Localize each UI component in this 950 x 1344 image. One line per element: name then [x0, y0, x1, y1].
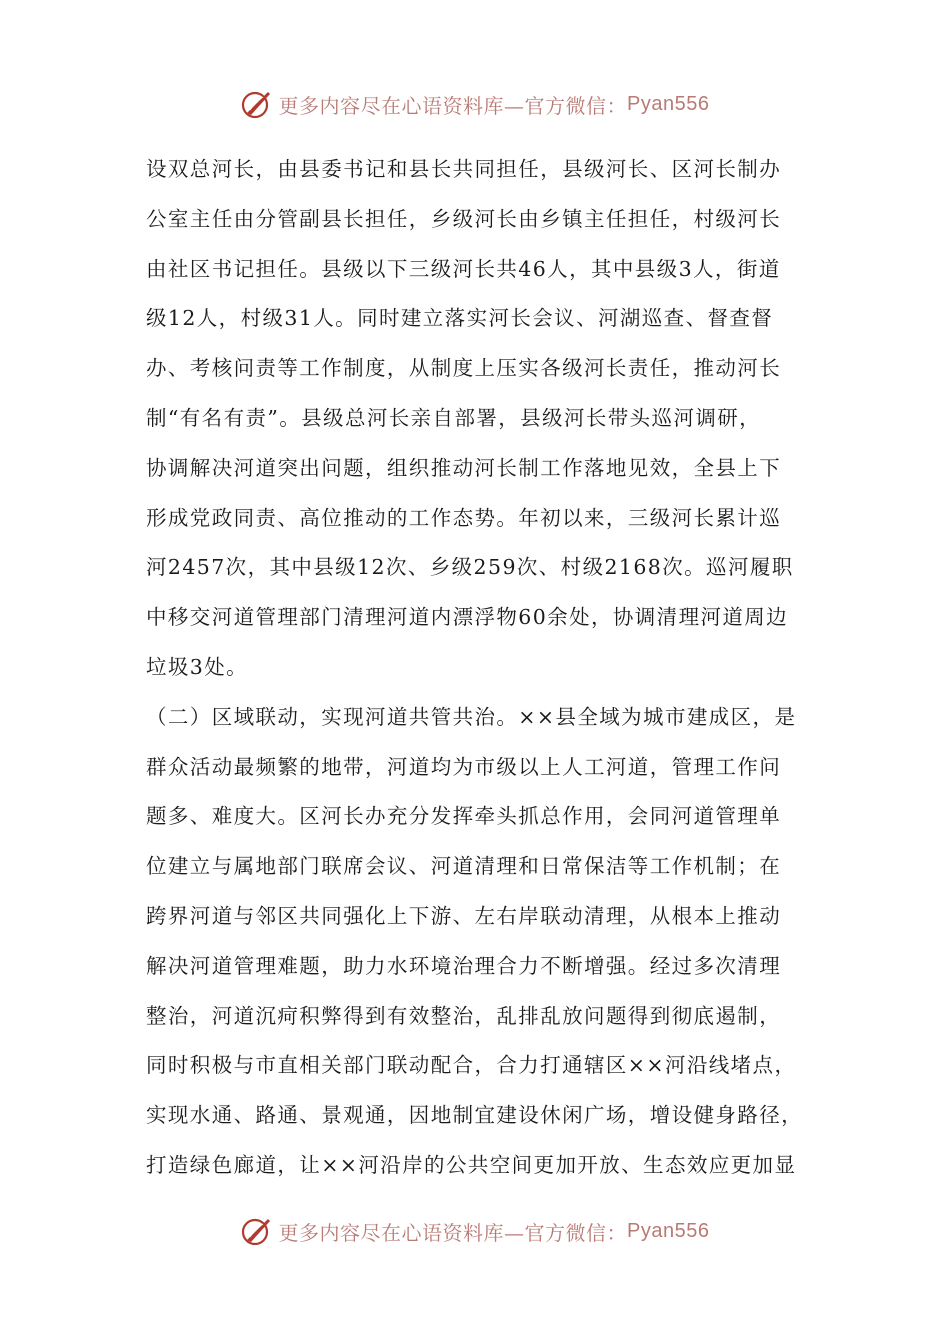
body-line: 实现水通、路通、景观通，因地制宜建设休闲广场，增设健身路径， [146, 1103, 803, 1128]
body-line: 由社区书记担任。县级以下三级河长共46人，其中县级3人，街道 [146, 256, 781, 281]
quill-pen-icon [241, 1215, 273, 1247]
document-body [146, 145, 826, 1191]
body-line: 群众活动最频繁的地带，河道均为市级以上人工河道，管理工作问 [146, 754, 782, 779]
body-line: 整治，河道沉疴积弊得到有效整治，乱排乱放问题得到彻底遏制， [146, 1003, 782, 1028]
body-line: 垃圾3处。 [146, 654, 249, 679]
body-line: 办、考核问责等工作制度，从制度上压实各级河长责任，推动河长 [146, 356, 782, 381]
body-line: 河2457次，其中县级12次、乡级259次、村级2168次。巡河履职 [146, 555, 794, 580]
body-line: 位建立与属地部门联席会议、河道清理和日常保洁等工作机制；在 [146, 854, 782, 879]
quill-pen-icon [241, 88, 273, 120]
body-line: 解决河道管理难题，助力水环境治理合力不断增强。经过多次清理 [146, 953, 782, 978]
body-line: 题多、难度大。区河长办充分发挥牵头抓总作用，会同河道管理单 [146, 804, 782, 829]
watermark-text: 更多内容尽在心语资料库—官方微信： [278, 93, 628, 118]
watermark-wechat-id: Pyan556 [627, 92, 710, 115]
section-heading-line: （二）区域联动，实现河道共管共治。××县全域为城市建成区，是 [146, 704, 797, 729]
body-line: 形成党政同责、高位推动的工作态势。年初以来，三级河长累计巡 [146, 505, 782, 530]
footer-watermark [0, 1211, 950, 1251]
body-line: 协调解决河道突出问题，组织推动河长制工作落地见效，全县上下 [146, 455, 782, 480]
watermark-text: 更多内容尽在心语资料库—官方微信： [278, 1220, 628, 1245]
body-line: 设双总河长，由县委书记和县长共同担任，县级河长、区河长制办 [146, 157, 782, 181]
body-line: 同时积极与市直相关部门联动配合，合力打通辖区××河沿线堵点， [146, 1053, 797, 1078]
body-line: 跨界河道与邻区共同强化上下游、左右岸联动清理，从根本上推动 [146, 903, 782, 928]
watermark-wechat-id: Pyan556 [627, 1219, 710, 1242]
body-line: 打造绿色廊道，让××河沿岸的公共空间更加开放、生态效应更加显 [146, 1152, 797, 1177]
body-line: 中移交河道管理部门清理河道内漂浮物60余处，协调清理河道周边 [146, 605, 789, 630]
body-line: 公室主任由分管副县长担任，乡级河长由乡镇主任担任，村级河长 [146, 206, 782, 231]
body-line: 制“有名有责”。县级总河长亲自部署，县级河长带头巡河调研， [146, 405, 762, 430]
header-watermark [0, 84, 950, 124]
body-line: 级12人，村级31人。同时建立落实河长会议、河湖巡查、督查督 [146, 306, 774, 331]
